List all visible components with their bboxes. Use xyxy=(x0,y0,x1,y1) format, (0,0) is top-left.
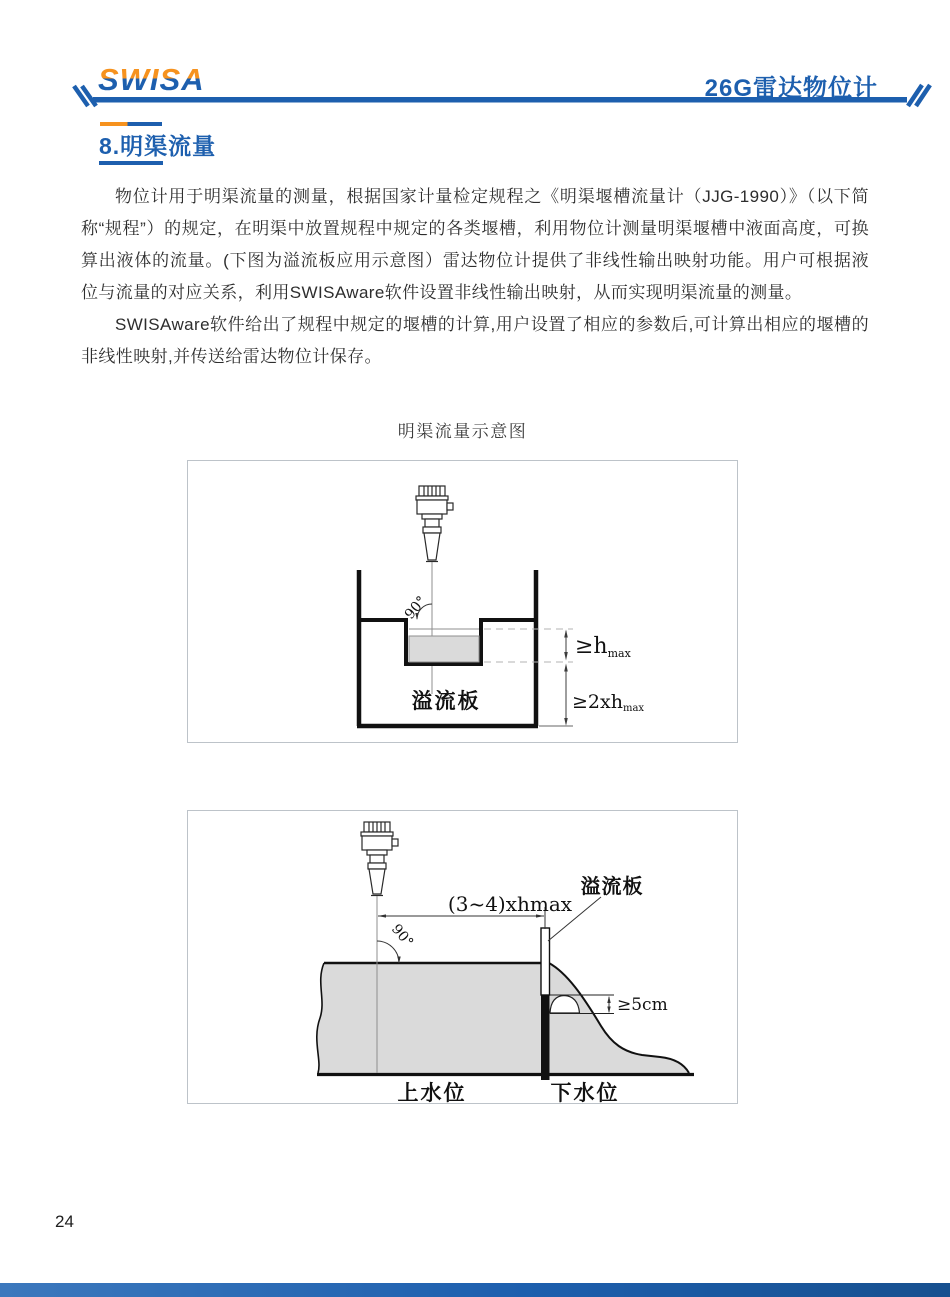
distance-dimension-label: (3~4)xhmax xyxy=(447,892,573,916)
page-number: 24 xyxy=(55,1212,74,1231)
overflow-plate-label: 溢流板 xyxy=(411,689,481,713)
dim-2xhmax-label: ≥2xhmax xyxy=(572,691,645,714)
radar-sensor-icon xyxy=(361,822,398,896)
overflow-plate-lower xyxy=(541,995,550,1080)
radar-sensor-icon xyxy=(416,486,453,562)
diagram-channel-weir xyxy=(187,810,738,1104)
swisa-logo: SWISA xyxy=(98,62,205,97)
paragraph-2: SWISAware软件给出了规程中规定的堰槽的计算,用户设置了相应的参数后,可计算出相应的堰槽的非线性映射,并传送给雷达物位计保存。 xyxy=(81,315,869,366)
water-fill xyxy=(409,636,479,662)
diagram-tank-weir-svg xyxy=(188,461,737,742)
dashed-reference-lines xyxy=(484,629,573,662)
angle-arc xyxy=(377,941,399,963)
paragraph-1: 物位计用于明渠流量的测量，根据国家计量检定规程之《明渠堰槽流量计（JJG-1990）》（以下简称“规程”）的规定，在明渠中放置规程中规定的各类堰槽，利用物位计测量明渠堰槽中液面高度，可换算出液体的流量。(下图为溢流板应用示意图）雷达物位计提供了非线性输出映射功能。用户可根据液位与流量的对应关系，利用SWISAware软件设置非线性输出映射，从而实现明渠流量的测量。 xyxy=(81,187,869,302)
overflow-plate-upper xyxy=(541,928,550,995)
angle-label: 90° xyxy=(387,921,417,951)
section-heading: 8.明渠流量 xyxy=(99,133,217,159)
downstream-level-label: 下水位 xyxy=(550,1081,620,1103)
diagram-tank-weir xyxy=(187,460,738,743)
header-right-slashes xyxy=(908,85,930,106)
footer-rule xyxy=(0,1283,950,1297)
angle-label: 90° xyxy=(401,593,431,623)
upstream-level-label: 上水位 xyxy=(397,1081,467,1103)
dim-hmax-label: ≥hmax xyxy=(575,634,631,660)
body-text xyxy=(81,181,869,373)
drop-dimension-label: ≥5cm xyxy=(617,995,668,1015)
upstream-water-fill xyxy=(317,963,545,1073)
section-rule-bottom xyxy=(99,161,163,165)
product-title: 26G雷达物位计 xyxy=(704,75,878,102)
section-rule-top xyxy=(100,122,162,126)
header-left-slashes xyxy=(74,86,96,106)
diagram-channel-weir-svg xyxy=(188,811,737,1103)
figure-caption: 明渠流量示意图 xyxy=(397,422,528,441)
overflow-plate-label: 溢流板 xyxy=(580,876,644,898)
